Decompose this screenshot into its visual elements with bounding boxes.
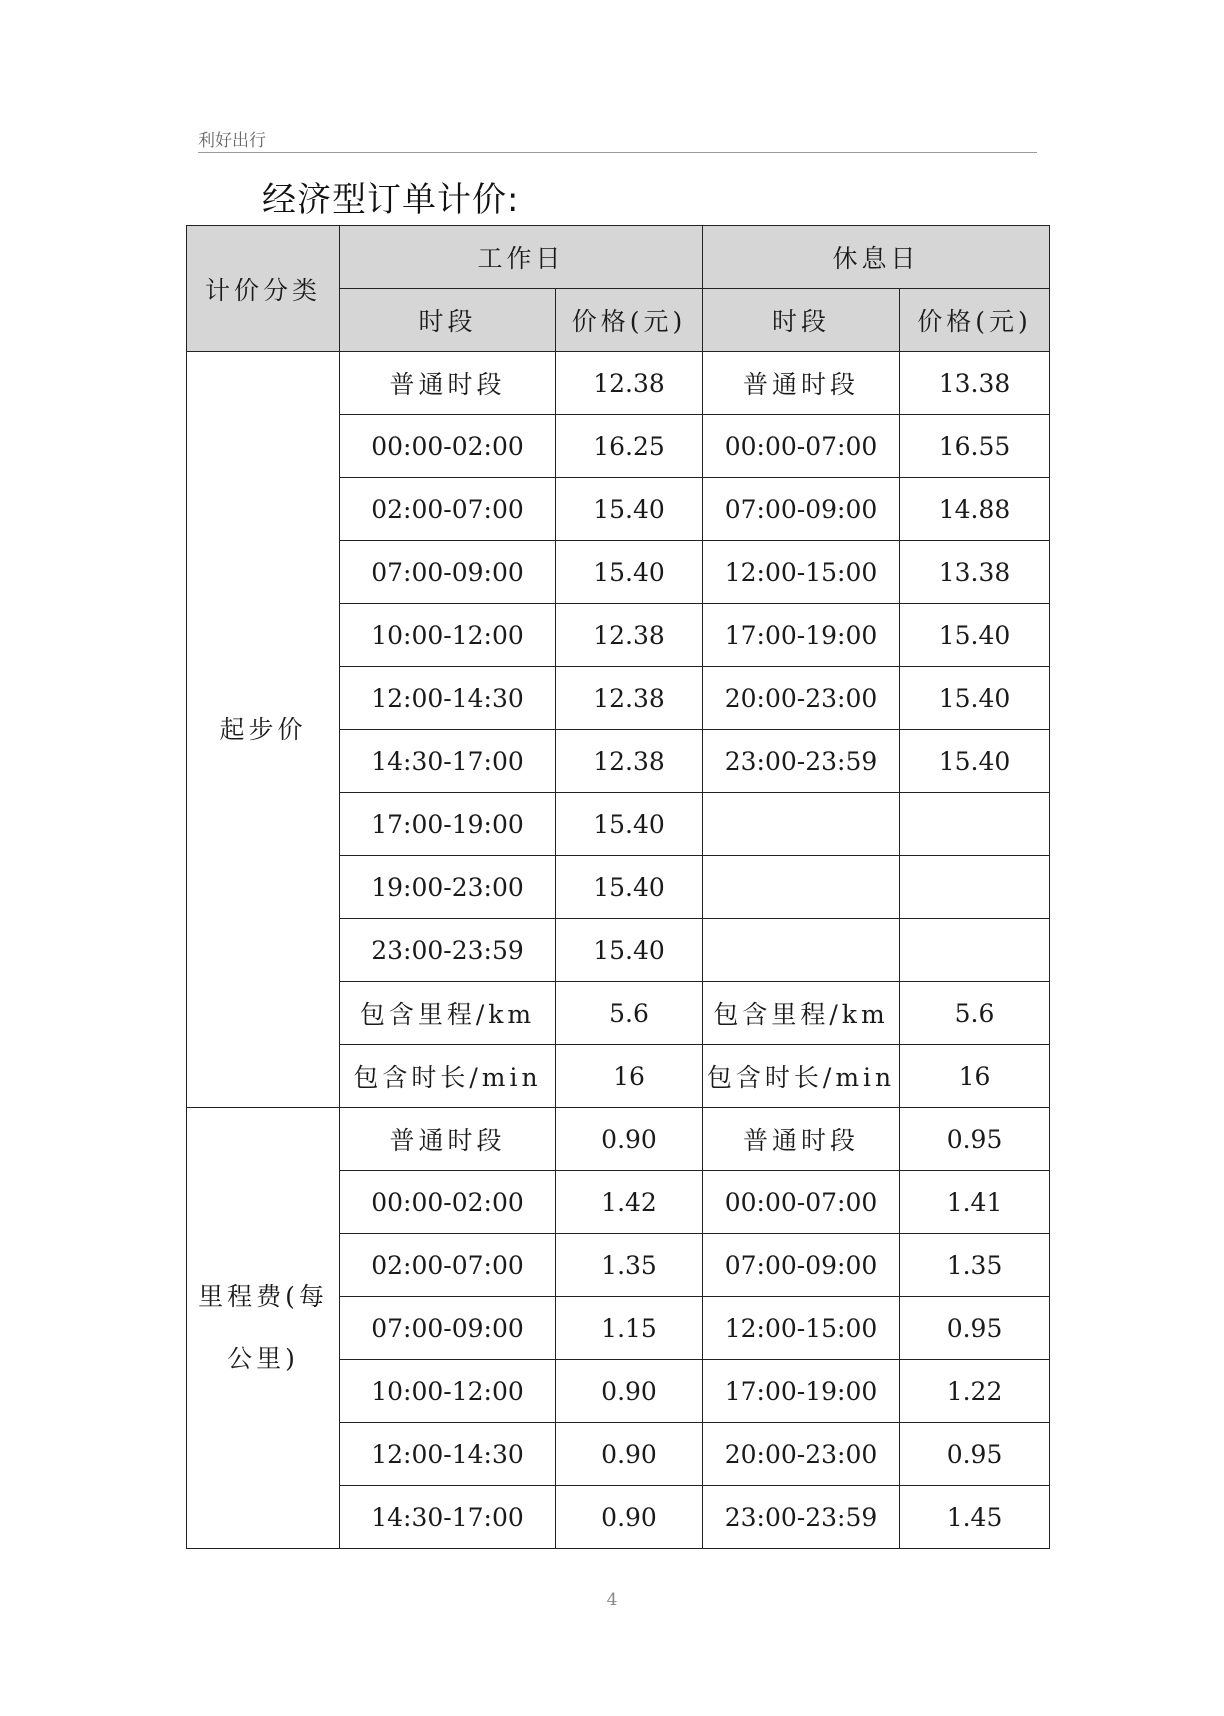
workday-price-cell: 15.40 <box>556 541 703 604</box>
restday-price-cell: 0.95 <box>900 1423 1050 1486</box>
restday-price-header: 价格(元) <box>900 289 1050 352</box>
workday-price-cell: 0.90 <box>556 1486 703 1549</box>
table-row <box>187 1108 1050 1171</box>
workday-price-cell: 15.40 <box>556 856 703 919</box>
workday-price-cell: 12.38 <box>556 604 703 667</box>
restday-price-cell <box>900 919 1050 982</box>
restday-price-cell: 1.22 <box>900 1360 1050 1423</box>
restday-price-cell: 1.35 <box>900 1234 1050 1297</box>
workday-price-cell: 12.38 <box>556 667 703 730</box>
restday-price-cell: 15.40 <box>900 667 1050 730</box>
workday-price-cell: 12.38 <box>556 352 703 415</box>
restday-period-cell: 20:00-23:00 <box>703 667 900 730</box>
workday-period-cell: 14:30-17:00 <box>340 1486 556 1549</box>
restday-price-cell: 5.6 <box>900 982 1050 1045</box>
restday-price-cell: 1.41 <box>900 1171 1050 1234</box>
restday-period-cell: 23:00-23:59 <box>703 1486 900 1549</box>
restday-period-cell: 00:00-07:00 <box>703 415 900 478</box>
restday-period-cell: 包含时长/min <box>703 1045 900 1108</box>
restday-period-cell: 00:00-07:00 <box>703 1171 900 1234</box>
restday-period-cell: 12:00-15:00 <box>703 1297 900 1360</box>
restday-price-cell <box>900 856 1050 919</box>
workday-price-cell: 5.6 <box>556 982 703 1045</box>
restday-price-cell <box>900 793 1050 856</box>
table-header-row <box>187 226 1050 289</box>
workday-period-cell: 10:00-12:00 <box>340 604 556 667</box>
restday-price-cell: 16.55 <box>900 415 1050 478</box>
restday-price-cell: 0.95 <box>900 1108 1050 1171</box>
restday-price-cell: 14.88 <box>900 478 1050 541</box>
restday-period-cell: 12:00-15:00 <box>703 541 900 604</box>
workday-period-cell: 10:00-12:00 <box>340 1360 556 1423</box>
workday-header: 工作日 <box>340 226 703 289</box>
restday-period-cell: 包含里程/km <box>703 982 900 1045</box>
restday-price-cell: 1.45 <box>900 1486 1050 1549</box>
workday-price-cell: 1.15 <box>556 1297 703 1360</box>
workday-period-cell: 12:00-14:30 <box>340 667 556 730</box>
restday-period-cell: 17:00-19:00 <box>703 1360 900 1423</box>
restday-period-cell: 20:00-23:00 <box>703 1423 900 1486</box>
workday-price-cell: 16.25 <box>556 415 703 478</box>
restday-price-cell: 16 <box>900 1045 1050 1108</box>
workday-period-cell: 普通时段 <box>340 352 556 415</box>
workday-price-cell: 15.40 <box>556 919 703 982</box>
table-row <box>187 352 1050 415</box>
workday-period-cell: 包含时长/min <box>340 1045 556 1108</box>
restday-period-cell: 普通时段 <box>703 1108 900 1171</box>
restday-period-cell <box>703 856 900 919</box>
restday-period-cell <box>703 919 900 982</box>
workday-price-cell: 1.42 <box>556 1171 703 1234</box>
restday-period-cell: 23:00-23:59 <box>703 730 900 793</box>
workday-price-cell: 0.90 <box>556 1108 703 1171</box>
workday-price-cell: 1.35 <box>556 1234 703 1297</box>
workday-price-cell: 0.90 <box>556 1423 703 1486</box>
restday-period-cell: 07:00-09:00 <box>703 478 900 541</box>
workday-period-header: 时段 <box>340 289 556 352</box>
page-number: 4 <box>606 1590 618 1610</box>
workday-price-cell: 15.40 <box>556 478 703 541</box>
workday-price-header: 价格(元) <box>556 289 703 352</box>
workday-period-cell: 00:00-02:00 <box>340 1171 556 1234</box>
workday-price-cell: 0.90 <box>556 1360 703 1423</box>
workday-period-cell: 14:30-17:00 <box>340 730 556 793</box>
workday-price-cell: 16 <box>556 1045 703 1108</box>
workday-period-cell: 00:00-02:00 <box>340 415 556 478</box>
workday-period-cell: 包含里程/km <box>340 982 556 1045</box>
restday-period-cell: 普通时段 <box>703 352 900 415</box>
category-cell: 里程费(每公里) <box>187 1108 340 1549</box>
category-header: 计价分类 <box>187 226 340 352</box>
workday-price-cell: 12.38 <box>556 730 703 793</box>
restday-period-cell <box>703 793 900 856</box>
restday-period-cell: 07:00-09:00 <box>703 1234 900 1297</box>
workday-period-cell: 07:00-09:00 <box>340 1297 556 1360</box>
pricing-table <box>186 225 1050 1549</box>
category-cell: 起步价 <box>187 352 340 1108</box>
workday-price-cell: 15.40 <box>556 793 703 856</box>
workday-period-cell: 07:00-09:00 <box>340 541 556 604</box>
workday-period-cell: 普通时段 <box>340 1108 556 1171</box>
workday-period-cell: 19:00-23:00 <box>340 856 556 919</box>
page-title: 经济型订单计价: <box>262 180 520 220</box>
restday-price-cell: 0.95 <box>900 1297 1050 1360</box>
header-divider <box>198 152 1037 153</box>
restday-price-cell: 15.40 <box>900 604 1050 667</box>
workday-period-cell: 02:00-07:00 <box>340 478 556 541</box>
restday-price-cell: 13.38 <box>900 352 1050 415</box>
workday-period-cell: 12:00-14:30 <box>340 1423 556 1486</box>
workday-period-cell: 23:00-23:59 <box>340 919 556 982</box>
restday-period-header: 时段 <box>703 289 900 352</box>
header-text: 利好出行 <box>198 131 266 151</box>
restday-period-cell: 17:00-19:00 <box>703 604 900 667</box>
workday-period-cell: 17:00-19:00 <box>340 793 556 856</box>
restday-price-cell: 13.38 <box>900 541 1050 604</box>
restday-price-cell: 15.40 <box>900 730 1050 793</box>
restday-header: 休息日 <box>703 226 1050 289</box>
workday-period-cell: 02:00-07:00 <box>340 1234 556 1297</box>
